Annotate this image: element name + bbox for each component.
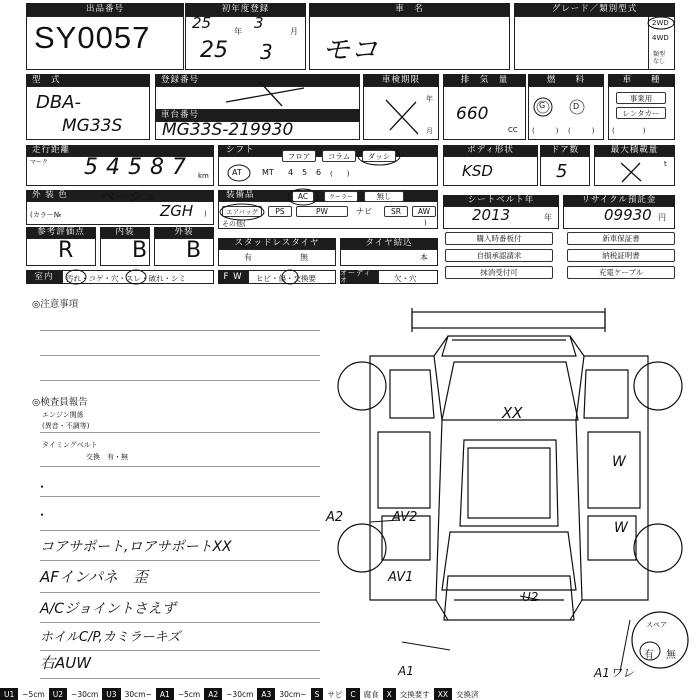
shift-gear-6: 6 [316,168,322,177]
first-reg-year-2: 25 [200,38,228,63]
equip-other-close: ) [424,219,427,227]
studless-header: スタッドレスタイヤ [218,238,336,249]
chassis-number-header: 車台番号 [155,110,360,121]
equip-ps: PS [268,206,292,217]
hand-note-3: A/Cジョイントさえず [40,601,176,617]
equip-ac-circle-icon [286,187,320,207]
capacity-unit: t [664,160,667,168]
seatbelt-value: 2013 [472,206,511,224]
eval-value: R [58,238,74,263]
note-line-5 [40,678,320,679]
legend-key-9: XX [434,688,452,700]
shift-paren: ( ) [330,170,350,178]
displacement-header: 排 気 量 [443,74,526,86]
legend-value-0: ~5cm [22,689,45,699]
timing-label: タイミングベルト [42,441,98,449]
caution-line-1 [40,330,320,331]
shift-column: コラム [322,150,356,162]
legend-key-7: C [346,688,359,700]
inspection-header: 車検期限 [363,74,439,86]
note-line-1 [40,560,320,561]
spare-yes: 有 [644,650,654,661]
eval-header: 参考評価点 [26,227,96,238]
legend-value-5: 30cm~ [279,689,307,699]
legend-value-7: 腐食 [363,689,379,699]
fuel-g: G [539,101,546,110]
inspection-cross-mark [382,96,422,138]
doors-value: 5 [556,161,568,182]
equip-ac: AC [292,191,314,202]
equip-none: 無し [364,191,404,202]
doc-button-2: 新車保証書 [567,232,675,245]
legend-key-0: U1 [0,688,18,700]
displacement-unit: CC [508,126,518,134]
exterior-box [154,238,214,266]
inspector-label: ◎検査員報告 [32,397,88,408]
doors-header: ドア数 [540,145,590,156]
fw-items: ヒビ・傷・交換要 [256,274,316,283]
shift-at: AT [232,168,242,177]
displacement-value: 660 [456,104,489,124]
type-value-1: DBA- [36,92,82,113]
hand-note-4: ホイルC/P,カミラーキズ [40,630,181,645]
legend-key-5: A3 [257,688,275,700]
bullet-line-2 [40,530,320,531]
mileage-digit-1: 5 [84,155,98,180]
mileage-digit-5: 7 [172,155,186,180]
legend-key-6: S [311,688,324,700]
recycle-unit: 円 [658,213,666,222]
color-code-value: ZGH [160,202,194,220]
diagram-mark-a2: A2 [326,510,344,525]
doc-button-3: 自損承認請求 [445,249,553,262]
inspection-year-kanji: 年 [426,95,433,103]
mileage-digit-4: 8 [150,155,164,180]
shift-mt: MT [262,168,274,177]
recycle-value: 09930 [604,206,652,224]
equip-sr: SR [384,206,408,217]
lot-number-value: SY0057 [34,20,151,55]
note-line-3 [40,622,320,623]
equip-other: その他( [222,220,246,228]
fw-circle-icon [280,268,300,286]
category-rental: レンタカー [616,107,666,119]
spare-label: スペア [646,621,667,629]
shift-dash-circle-icon [356,145,402,167]
registration-number-header: 登録番号 [155,74,360,86]
legend-value-6: サビ [327,689,343,699]
fuel-paren-2: ( ) [568,127,595,135]
timing-value: 交換 有・無 [86,453,128,461]
studless-none: 無 [300,253,308,262]
diagram-mark-u2: U2 [522,590,539,604]
mileage-mark: マーク [30,159,49,166]
equip-cooler: クーラー [324,191,358,202]
first-reg-month-kanji: 月 [290,27,298,36]
studless-yes: 有 [244,253,252,262]
category-business: 事業用 [616,92,666,104]
engine-line [40,432,320,433]
type-value-2: MG33S [62,116,123,136]
engine-label: エンジン関係 [42,411,84,419]
diagram-mark-w-2: W [614,520,628,536]
legend-key-8: X [383,688,396,700]
category-header: 車 種 [608,74,675,86]
diagram-mark-a1: A1 [398,664,414,678]
audio-items: 欠・穴 [394,274,417,283]
exterior-color-value: ベージュ [100,189,156,205]
caution-line-2 [40,355,320,356]
seatbelt-unit: 年 [544,213,552,222]
audio-header: オーディオ [340,270,378,284]
grade-header: グレード／類別型式 [514,3,675,16]
shift-gear-4: 4 [288,168,294,177]
exterior-color-header: 外 装 色 [26,190,214,201]
model-name-header: 車 名 [309,3,510,16]
shift-gear-5: 5 [302,168,308,177]
drive-4wd: 4WD [652,34,669,42]
color-code-label: (カラー№ [30,211,62,219]
equip-pw: PW [296,206,348,217]
legend-value-8: 交換要す [399,689,430,699]
seatbelt-header: シートベルト年 [443,195,559,206]
interior-value: B [132,238,148,263]
doc-button-5: 抹消受付可 [445,266,553,279]
bullet-2: ・ [36,508,49,522]
first-reg-month-2: 3 [260,40,273,64]
registration-cross-mark [220,78,310,108]
caution-line-3 [40,380,320,381]
interior-header: 内装 [100,227,150,238]
studless-box [218,249,336,266]
legend-value-2: 30cm~ [124,689,152,699]
damage-legend [0,688,700,700]
bullet-line-1 [40,496,320,497]
timing-line [40,466,320,467]
drive-2wd-circle-icon [646,15,676,31]
doc-button-6: 充電ケーブル [567,266,675,279]
type-header: 型 式 [26,74,150,86]
cabin-items: 汚れ・コゲ・穴・スレ・破れ・シミ [66,274,186,283]
equip-navi: ナビ [356,207,372,216]
model-name-value: モコ [322,33,379,66]
spare-no: 無 [666,650,676,661]
drive-2wd: 2WD [652,19,669,27]
engine-sub: (異音・不調等) [42,422,90,430]
inspection-month-kanji: 月 [426,127,433,135]
first-registration-header: 初年度登録 [185,3,306,16]
note-line-4 [40,650,320,651]
fw-header: F W [218,270,248,284]
legend-key-4: A2 [204,688,222,700]
hand-note-5: 右AUW [40,654,92,672]
tire-unit: 本 [420,253,428,262]
legend-value-3: ~5cm [177,689,201,699]
legend-key-3: A1 [156,688,174,700]
hand-note-2: AFインパネ 歪 [40,568,148,586]
equip-airbag: エアバッグ [222,206,262,217]
shift-at-circle-icon [226,163,252,183]
shift-header: シフト [218,145,438,156]
legend-key-2: U3 [102,688,120,700]
chassis-number-value: MG33S-219930 [162,120,294,140]
equipment-header: 装備品 [218,190,438,201]
lot-number-header: 出品番号 [26,3,184,16]
mileage-header: 走行距離 [26,145,214,156]
cabin-circles-icon [62,268,212,286]
caution-label: ◎注意事項 [32,299,79,310]
fuel-header: 燃 料 [528,74,604,86]
diagram-mark-a1-crack: A1ワレ [594,666,634,680]
body-shape-header: ボディ形状 [443,145,538,156]
legend-value-1: ~30cm [71,689,99,699]
recycle-header: リサイクル預託金 [563,195,675,206]
category-paren: ( ) [612,127,646,135]
diagram-mark-av1: AV1 [388,570,414,585]
mileage-digit-3: 5 [128,155,142,180]
hand-note-1: コアサポート,ロアサポートXX [40,539,232,555]
equip-aw: AW [412,206,436,217]
doc-button-1: 購入時番板付 [445,232,553,245]
exterior-value: B [186,238,202,263]
body-shape-value: KSD [462,162,493,180]
legend-value-4: ~30cm [226,689,254,699]
note-line-2 [40,592,320,593]
shift-floor: フロア [282,150,316,162]
cabin-header: 室内 [26,270,62,284]
first-reg-year-kanji: 年 [234,27,242,36]
type-none: 類型 なし [653,51,666,65]
tire-header: タイヤ結込 [340,238,438,249]
mileage-digit-2: 4 [106,155,120,180]
color-code-close: ) [204,210,207,218]
fuel-paren-1: ( ) [532,127,559,135]
legend-key-1: U2 [49,688,67,700]
car-diagram [330,300,700,688]
legend-value-9: 交換済 [456,689,479,699]
capacity-cross-mark [618,160,644,184]
diagram-mark-av2: AV2 [392,510,418,525]
bullet-1: ・ [36,480,49,494]
doc-button-4: 納税証明書 [567,249,675,262]
exterior-header: 外装 [154,227,214,238]
first-reg-year-1: 25 [192,14,212,32]
fuel-d: D [573,102,580,111]
shift-dash: ダッシ [362,150,396,162]
first-reg-month-1: 3 [254,14,264,32]
diagram-mark-w-1: W [612,454,626,470]
spare-yes-circle-icon [638,640,662,662]
mileage-unit: km [198,172,209,180]
diagram-mark-xx: XX [502,404,523,422]
capacity-header: 最大積載量 [594,145,675,156]
